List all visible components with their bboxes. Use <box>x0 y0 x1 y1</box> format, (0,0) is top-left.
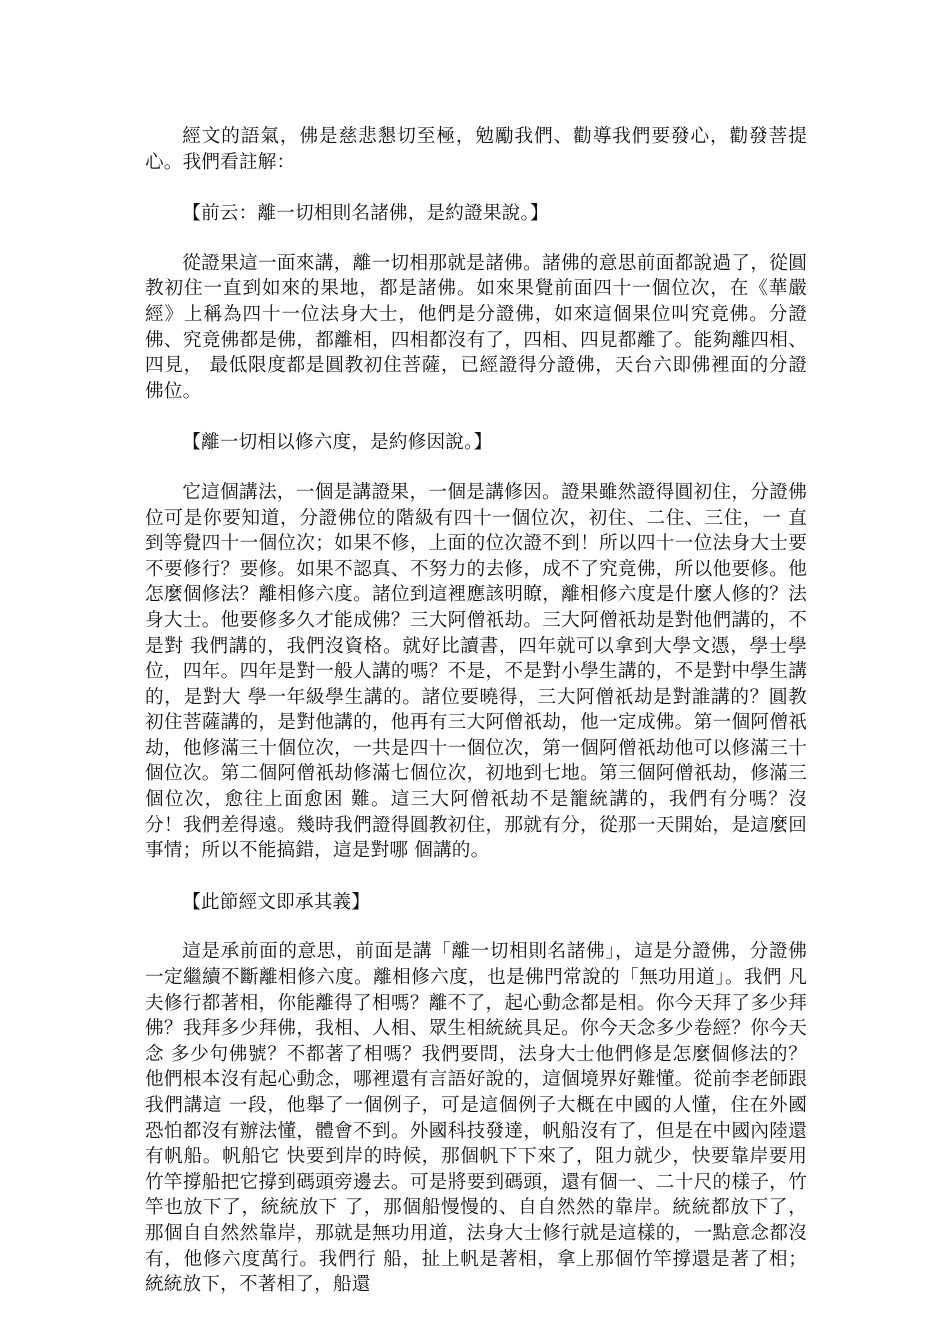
commentary-heading-3: 【此節經文即承其義】 <box>182 891 371 913</box>
paragraph-commentary-2: 它這個講法，一個是講證果，一個是講修因。證果雖然證得圓初住，分證佛位可是你要知道，分證佛位的階級有四十一個位次，初住、二住、三住，一 直到等覺四十一個位次；如果不修，上面的位次證不到！所以四十一位法身大士要不要修行？要修。如果不認真、不努力的去修，成不了究竟佛，所以他要修。他 怎麼個修法？離相修六度。諸位到這裡應該明瞭，離相修六度是什麼人修的？法身大士。他要修多久才能成佛？三大阿僧祇劫。三大阿僧祇劫是對他們講的，不是對 我們講的，我們沒資格。就好比讀書，四年就可以拿到大學文憑，學士學位，四年。四年是對一般人講的嗎？不是，不是對小學生講的，不是對中學生講的，是對大 學一年級學生講的。諸位要曉得，三大阿僧祇劫是對誰講的？圓教初住菩薩講的，是對他講的，他再有三大阿僧祇劫，他一定成佛。第一個阿僧祇劫，他修滿三十個位次，一共是四十一個位次，第一個阿僧祇劫他可以修滿三十個位次。第二個阿僧祇劫修滿七個位次，初地到七地。第三個阿僧祇劫，修滿三個位次，愈往上面愈困 難。這三大阿僧祇劫不是籠統講的，我們有分嗎？沒分！我們差得遠。幾時我們證得圓教初住，那就有分，從那一天開始，是這麼回事情；所以不能搞錯，這是對哪 個講的。 <box>145 481 807 862</box>
commentary-heading-2: 【離一切相以修六度，是約修因說。】 <box>182 432 493 454</box>
paragraph-commentary-3: 這是承前面的意思，前面是講「離一切相則名諸佛」，這是分證佛，分證佛一定繼續不斷離相修六度。離相修六度，也是佛門常說的「無功用道」。我們 凡夫修行都著相，你能離得了相嗎？離不了，起心動念都是相。你今天拜了多少拜佛？我拜多少拜佛，我相、人相、眾生相統統具足。你今天念多少卷經？你今天念 多少句佛號？不都著了相嗎？我們要問，法身大士他們修是怎麼個修法的？他們根本沒有起心動念，哪裡還有言語好說的，這個境界好難懂。從前李老師跟我們講這 一段，他舉了一個例子，可是這個例子大概在中國的人懂，住在外國恐怕都沒有辦法懂，體會不到。外國科技發達，帆船沒有了，但是在中國內陸還有帆船。帆船它 快要到岸的時候，那個帆下下來了，阻力就少，快要靠岸要用竹竿撐船把它撐到碼頭旁邊去。可是將要到碼頭，還有個一、二十尺的樣子，竹竿也放下了，統統放下 了，那個船慢慢的、自自然然的靠岸。統統都放下了，那個自自然然靠岸，那就是無功用道，法身大士修行就是這樣的，一點意念都沒有，他修六度萬行。我們行 船，扯上帆是著相，拿上那個竹竿撐還是著了相；統統放下，不著相了，船還 <box>145 941 807 1296</box>
text-column <box>145 124 807 1298</box>
paragraph-intro: 經文的語氣，佛是慈悲懇切至極，勉勵我們、勸導我們要發心，勸發菩提心。我們看註解： <box>145 126 807 173</box>
paragraph-commentary-1: 從證果這一面來講，離一切相那就是諸佛。諸佛的意思前面都說過了，從圓教初住一直到如來的果地，都是諸佛。如來果覺前面四十一個位次，在《華嚴 經》上稱為四十一位法身大士，他們是分證佛，如來這個果位叫究竟佛。分證佛、究竟佛都是佛，都離相，四相都沒有了，四相、四見都離了。能夠離四相、四見， 最低限度都是圓教初住菩薩，已經證得分證佛，天台六即佛裡面的分證佛位。 <box>145 252 807 402</box>
commentary-heading-1: 【前云：離一切相則名諸佛，是約證果說。】 <box>182 203 549 225</box>
